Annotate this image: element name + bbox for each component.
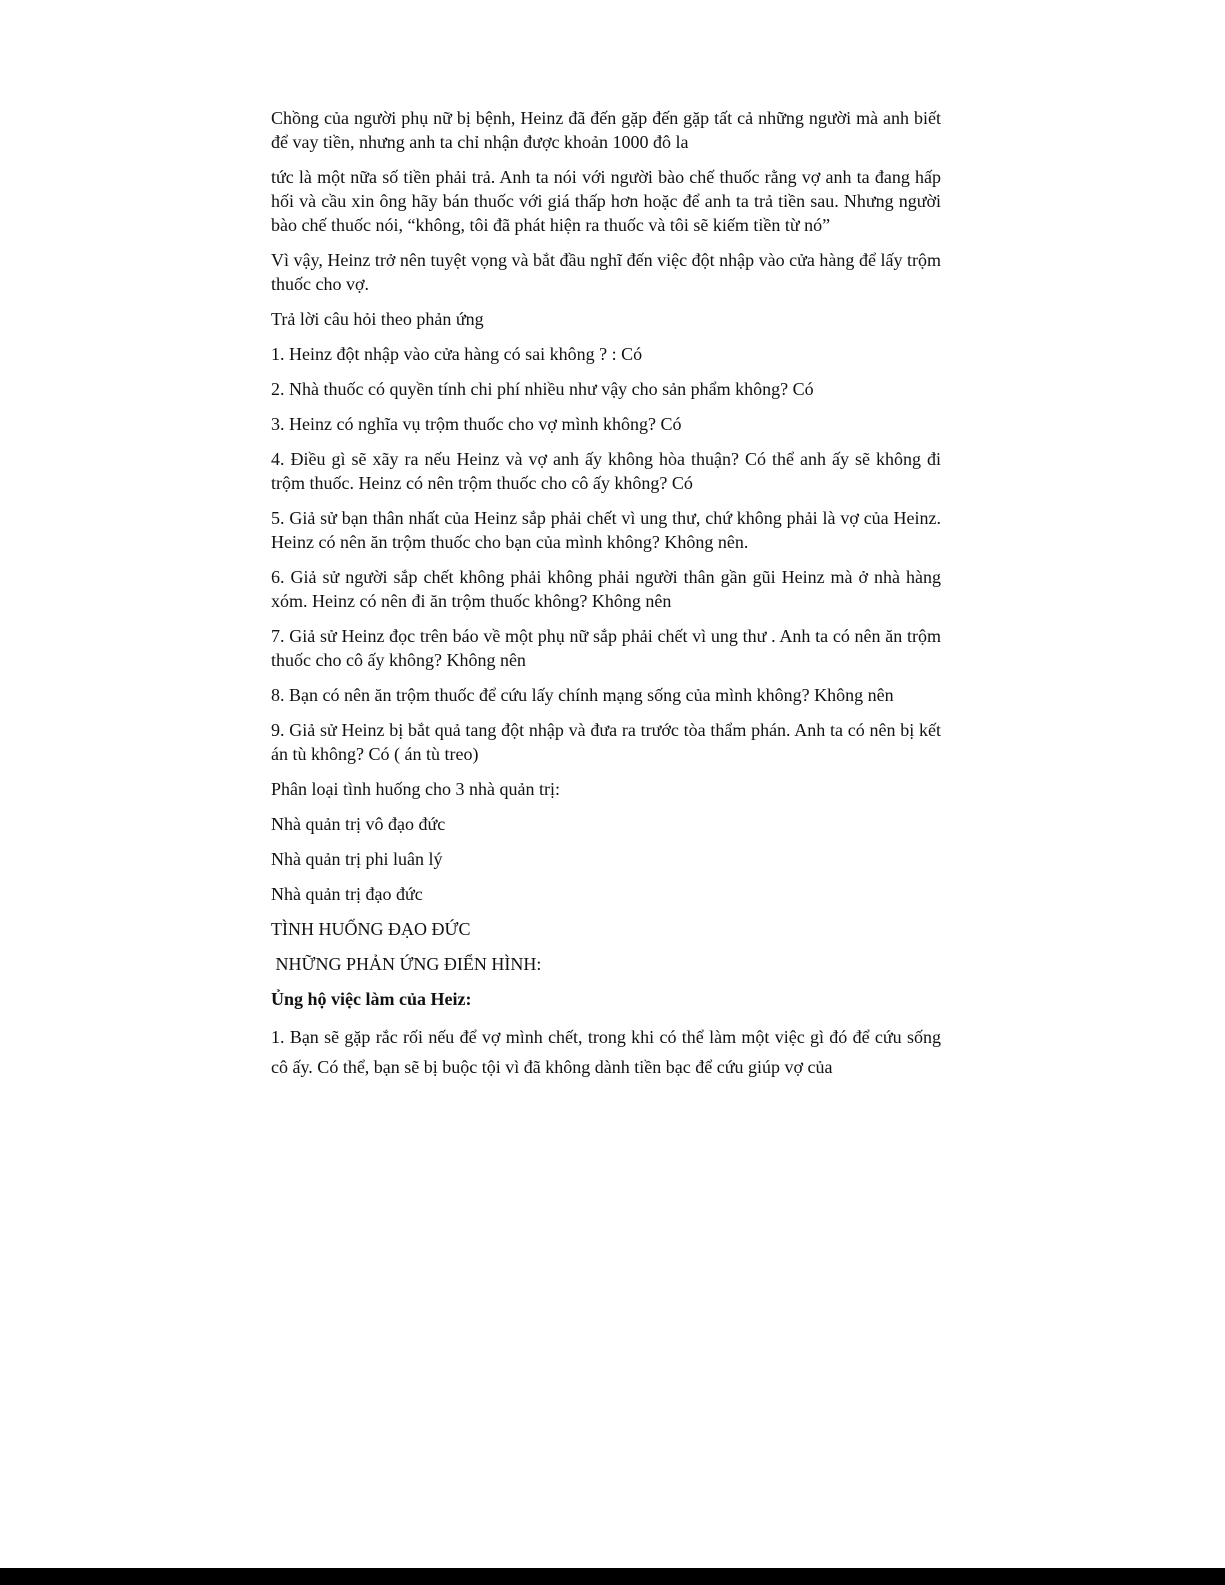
manager-type-amoral: Nhà quản trị phi luân lý: [271, 849, 443, 869]
classification-title: Phân loại tình huống cho 3 nhà quản trị:: [271, 779, 560, 799]
intro-paragraph-1: Chồng của người phụ nữ bị bệnh, Heinz đã đến gặp đến gặp tất cả những người mà anh biết để vay tiền, nhưng anh ta chỉ nhận được khoản 1000 đô la: [271, 108, 941, 152]
manager-type-unethical: Nhà quản trị vô đạo đức: [271, 814, 446, 834]
question-7: 7. Giả sử Heinz đọc trên báo về một phụ nữ sắp phải chết vì ung thư . Anh ta có nên ăn trộm thuốc cho cô ấy không? Không nên: [271, 626, 941, 670]
manager-type-ethical: Nhà quản trị đạo đức: [271, 884, 423, 904]
question-2: 2. Nhà thuốc có quyền tính chi phí nhiều như vậy cho sản phẩm không? Có: [271, 379, 814, 399]
question-5: 5. Giả sử bạn thân nhất của Heinz sắp phải chết vì ung thư, chứ không phải là vợ của Heinz. Heinz có nên ăn trộm thuốc cho bạn của mình không? Không nên.: [271, 508, 941, 552]
question-1: 1. Heinz đột nhập vào cửa hàng có sai không ? : Có: [271, 344, 643, 364]
question-8: 8. Bạn có nên ăn trộm thuốc để cứu lấy chính mạng sống của mình không? Không nên: [271, 685, 894, 705]
typical-reactions-heading: NHỮNG PHẢN ỨNG ĐIỂN HÌNH:: [271, 954, 542, 974]
page-bottom-bar: [0, 1568, 1225, 1585]
question-9: 9. Giả sử Heinz bị bắt quả tang đột nhập và đưa ra trước tòa thẩm phán. Anh ta có nên bị kết án tù không? Có ( án tù treo): [271, 720, 941, 764]
question-6: 6. Giả sử người sắp chết không phải không phải người thân gần gũi Heinz mà ở nhà hàng xóm. Heinz có nên đi ăn trộm thuốc không? Không nên: [271, 567, 941, 611]
instruction-line: Trả lời câu hỏi theo phản ứng: [271, 309, 484, 329]
section-title: TÌNH HUỐNG ĐẠO ĐỨC: [271, 919, 471, 939]
document-page: [271, 106, 941, 1093]
intro-paragraph-3: Vì vậy, Heinz trở nên tuyệt vọng và bắt đầu nghĩ đến việc đột nhập vào cửa hàng để lấy trộm thuốc cho vợ.: [271, 250, 941, 294]
support-heading: Ủng hộ việc làm của Heiz:: [271, 989, 472, 1009]
support-point-1: 1. Bạn sẽ gặp rắc rối nếu để vợ mình chết, trong khi có thể làm một việc gì đó để cứu sống cô ấy. Có thể, bạn sẽ bị buộc tội vì đã không dành tiền bạc để cứu giúp vợ của: [271, 1027, 941, 1077]
question-4: 4. Điều gì sẽ xãy ra nếu Heinz và vợ anh ấy không hòa thuận? Có thể anh ấy sẽ không đi trộm thuốc. Heinz có nên trộm thuốc cho cô ấy không? Có: [271, 449, 941, 493]
question-3: 3. Heinz có nghĩa vụ trộm thuốc cho vợ mình không? Có: [271, 414, 682, 434]
intro-paragraph-2: tức là một nữa số tiền phải trả. Anh ta nói với người bào chế thuốc rằng vợ anh ta đang hấp hối và cầu xin ông hãy bán thuốc với giá thấp hơn hoặc để anh ta trả tiền sau. Nhưng người bào chế thuốc nói, “không, tôi đã phát hiện ra thuốc và tôi sẽ kiếm tiền từ nó”: [271, 167, 941, 235]
